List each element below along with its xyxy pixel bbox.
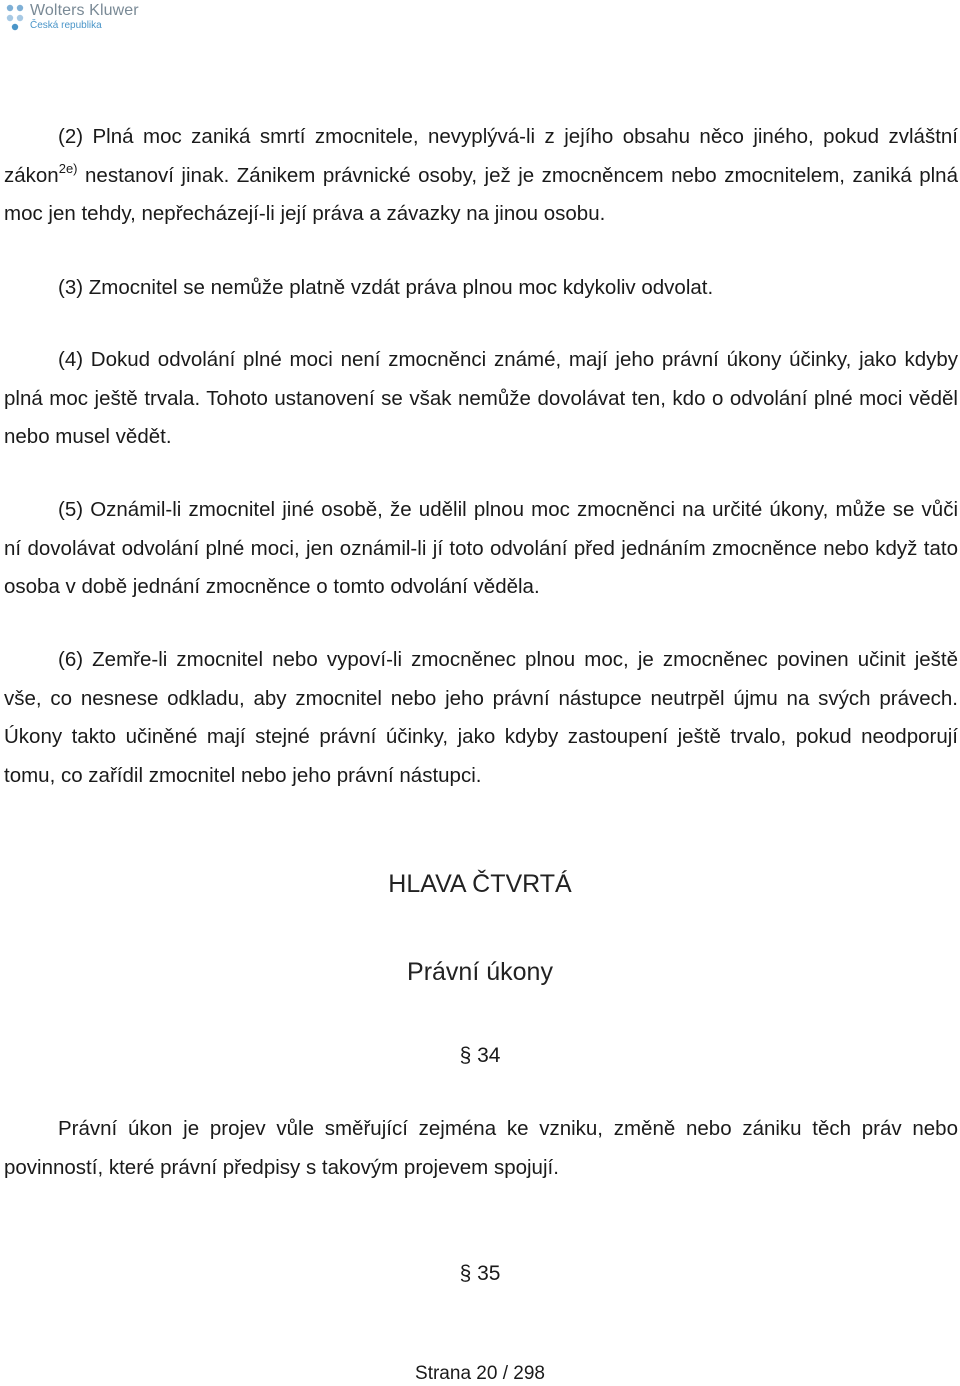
publisher-logo: [4, 3, 139, 33]
paragraph-2-text-end: nestanoví jinak. Zánikem právnické osoby, jež je zmocněncem nebo zmocnitelem, zaniká plná moc jen tehdy, nepřecházejí-li její práva a závazky na jinou osobu.: [4, 163, 958, 225]
part-heading: HLAVA ČTVRTÁ: [388, 870, 572, 898]
brand-name: Wolters Kluwer: [30, 2, 139, 19]
logo-text: [30, 3, 139, 31]
paragraph-2-text-start: (2) Plná moc zaniká smrtí zmocnitele, nevyplývá-li z jejího obsahu něco jiného, pokud zvláštní zákon: [4, 125, 958, 187]
section-34-text: Právní úkon je projev vůle směřující zejména ke vzniku, změně nebo zániku těch práv nebo povinností, které právní předpisy s takovým projevem spojují.: [4, 1117, 958, 1179]
paragraph-5: (5) Oznámil-li zmocnitel jiné osobě, že udělil plnou moc zmocněnci na určité úkony, může se vůči ní dovolávat odvolání plné moci, jen oznámil-li jí toto odvolání před jednáním zmocněnce nebo když tato osoba v době jednání zmocněnce o tomto odvolání věděla.: [4, 498, 958, 598]
paragraph-4: (4) Dokud odvolání plné moci není zmocněnci známé, mají jeho právní úkony účinky, jako kdyby plná moc ještě trvala. Tohoto ustanovení se však nemůže dovolávat ten, kdo o odvolání plné moci věděl nebo musel vědět.: [4, 348, 958, 448]
paragraph-2: [4, 118, 958, 234]
section-34-heading: § 34: [459, 1044, 501, 1067]
paragraph-3: (3) Zmocnitel se nemůže platně vzdát práva plnou moc kdykoliv odvolat.: [58, 276, 714, 299]
footnote-reference[interactable]: 2e): [58, 160, 78, 176]
section-35-heading: § 35: [459, 1262, 501, 1285]
wolters-kluwer-logo-icon: [4, 3, 26, 33]
brand-region: Česká republika: [30, 20, 102, 31]
page-number: Strana 20 / 298: [415, 1363, 545, 1384]
paragraph-6: (6) Zemře-li zmocnitel nebo vypoví-li zmocněnec plnou moc, je zmocněnec povinen učinit ještě vše, co nesnese odkladu, aby zmocnitel nebo jeho právní nástupce neutrpěl újmu na svých právech. Úkony takto učiněné mají stejné právní účinky, jako kdyby zastoupení ještě trvalo, pokud neodporují tomu, co zařídil zmocnitel nebo jeho právní nástupci.: [4, 648, 958, 787]
part-title: Právní úkony: [407, 958, 553, 986]
